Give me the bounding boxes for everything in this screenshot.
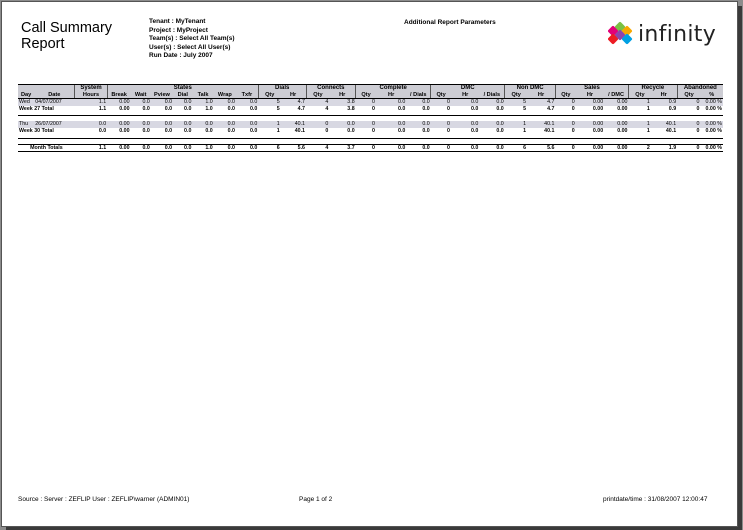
total-cell: 0.00 — [592, 105, 604, 112]
total-cell: 0.0 — [227, 105, 236, 112]
month-total-cell: 2 — [629, 144, 651, 152]
total-cell: 4.7 — [297, 105, 305, 112]
header-col-dials: / Dials — [406, 92, 430, 99]
header-col-hours: Hours — [75, 92, 107, 99]
month-total-cell: 1.9 — [651, 144, 677, 152]
month-total-cell: 6 — [505, 144, 527, 152]
header-col-wait: Wait — [131, 92, 151, 99]
header-col-dials: / Dials — [479, 92, 504, 99]
total-cell: 40.1 — [665, 127, 677, 134]
header-col-break: Break — [107, 92, 130, 99]
total-cell: 5 — [523, 105, 527, 112]
data-cell: 5 — [505, 99, 527, 106]
week-total-label: Week 27 Total — [19, 105, 54, 112]
data-cell: Wed — [18, 99, 34, 106]
month-totals-row — [18, 144, 723, 152]
param-users: User(s) : Select All User(s) — [149, 43, 231, 51]
total-cell: 1 — [646, 105, 650, 112]
month-total-cell: 6 — [258, 144, 280, 152]
data-cell: 0.0 — [406, 121, 430, 128]
data-cell: 0.0 — [131, 99, 151, 106]
total-cell: 1.1 — [98, 105, 107, 112]
footer-page-number: Page 1 of 2 — [299, 496, 333, 503]
data-cell: 40.1 — [527, 121, 555, 128]
total-cell: 0 — [447, 105, 450, 112]
total-cell: 0.9 — [668, 105, 677, 112]
data-cell: 1 — [629, 121, 651, 128]
total-cell: 0 — [571, 127, 575, 134]
total-cell: 0.0 — [471, 105, 479, 112]
month-total-cell: 0 — [677, 144, 700, 152]
header-col-qty: Qty — [431, 92, 451, 99]
data-cell: 0.0 — [451, 121, 479, 128]
total-cell: 0.00 — [119, 105, 130, 112]
report-title-line1: Call Summary — [21, 20, 113, 36]
data-cell: 3.8 — [329, 99, 355, 106]
data-cell: 1 — [629, 99, 651, 106]
data-cell: 40.1 — [651, 121, 677, 128]
data-cell: 04/07/2007 — [34, 99, 75, 106]
total-cell: 0.00 — [617, 127, 628, 134]
total-cell: 0.00 % — [705, 105, 722, 112]
total-cell: 0 — [571, 105, 575, 112]
data-cell: 0.0 — [406, 99, 430, 106]
total-cell: 0 — [696, 127, 700, 134]
total-cell: 0.0 — [422, 127, 430, 134]
header-col-qty: Qty — [629, 92, 651, 99]
header-group-row — [18, 85, 723, 92]
report-title-line2: Report — [21, 36, 65, 52]
total-cell: 0.0 — [496, 127, 504, 134]
header-col-qty: Qty — [306, 92, 329, 99]
week-total-row — [18, 128, 723, 135]
report-parameters — [149, 18, 235, 61]
header-group-recycle: Recycle — [629, 85, 678, 92]
data-cell: 0 — [306, 121, 329, 128]
data-cell: 1 — [505, 121, 527, 128]
data-cell: 0 — [555, 121, 575, 128]
month-total-cell: 0 — [431, 144, 451, 152]
data-cell: 0.0 — [479, 121, 504, 128]
month-total-cell: 0.0 — [131, 144, 151, 152]
cube-logo-icon — [608, 21, 638, 51]
header-col-hr: Hr — [576, 92, 604, 99]
total-cell: 1 — [646, 127, 650, 134]
data-cell: 0.0 — [173, 121, 192, 128]
header-col-date: Date — [34, 92, 75, 99]
header-group-abandoned: Abandoned — [677, 85, 723, 92]
data-cell: 1.1 — [75, 99, 107, 106]
data-cell: 4 — [306, 99, 329, 106]
total-cell: 0.0 — [164, 127, 173, 134]
total-cell: 0.0 — [142, 127, 150, 134]
header-col-qty: Qty — [356, 92, 376, 99]
month-total-cell: 0.0 — [406, 144, 430, 152]
data-cell: 1.0 — [192, 99, 213, 106]
month-total-cell: 4 — [306, 144, 329, 152]
param-run-date: Run Date : July 2007 — [149, 52, 213, 60]
total-cell: 0.0 — [422, 105, 430, 112]
month-total-cell: 0.0 — [173, 144, 192, 152]
total-cell: 0.0 — [164, 105, 173, 112]
total-cell: 0.0 — [184, 127, 192, 134]
total-cell: 1 — [276, 127, 280, 134]
header-group-states: States — [107, 85, 258, 92]
data-cell: 26/07/2007 — [34, 121, 75, 128]
month-total-cell: 0.0 — [479, 144, 504, 152]
total-cell: 0.00 — [119, 127, 130, 134]
header-col-dial: Dial — [173, 92, 192, 99]
total-cell: 0.0 — [249, 105, 258, 112]
param-teams: Team(s) : Select All Team(s) — [149, 35, 235, 43]
total-cell: 40.1 — [294, 127, 305, 134]
header-group-system: System — [75, 85, 107, 92]
report-page — [1, 1, 738, 527]
data-cell: 4.7 — [281, 99, 306, 106]
total-cell: 1.0 — [205, 105, 213, 112]
total-cell: 0.0 — [142, 105, 150, 112]
data-cell: 0.00 — [604, 121, 628, 128]
data-cell: 0.0 — [479, 99, 504, 106]
header-col-hr: Hr — [527, 92, 555, 99]
total-cell: 0.0 — [98, 127, 107, 134]
month-total-cell: 5.6 — [281, 144, 306, 152]
header-col-qty: Qty — [555, 92, 575, 99]
header-group-dmc: DMC — [431, 85, 505, 92]
total-cell: 4.7 — [547, 105, 555, 112]
header-col-hr: Hr — [376, 92, 406, 99]
data-cell: Thu — [18, 121, 34, 128]
total-cell: 0.0 — [471, 127, 479, 134]
total-cell: 0.0 — [496, 105, 504, 112]
total-cell: 0.00 % — [705, 127, 722, 134]
header-blank — [18, 85, 75, 92]
footer-source: Source : Server : ZEFLIP User : ZEFLIP\warner (ADMIN01) — [18, 496, 190, 503]
header-col-day: Day — [18, 92, 34, 99]
total-cell: 0.0 — [347, 127, 355, 134]
header-col-hr: Hr — [651, 92, 677, 99]
call-summary-table — [18, 84, 723, 152]
header-col-talk: Talk — [192, 92, 213, 99]
data-cell: 0.00 — [604, 99, 628, 106]
total-cell: 0 — [325, 127, 329, 134]
data-cell: 0.0 — [214, 99, 236, 106]
data-cell: 1 — [258, 121, 280, 128]
header-col-qty: Qty — [258, 92, 280, 99]
data-cell: 0.0 — [214, 121, 236, 128]
total-cell: 1 — [523, 127, 527, 134]
data-cell: 0 — [431, 121, 451, 128]
month-total-cell: 0.0 — [451, 144, 479, 152]
month-total-cell: 0.0 — [236, 144, 258, 152]
header-col-hr: Hr — [281, 92, 306, 99]
header-group-dials: Dials — [258, 85, 306, 92]
data-cell: 0.0 — [75, 121, 107, 128]
total-cell: 0.0 — [227, 127, 236, 134]
data-cell: 0.0 — [173, 99, 192, 106]
month-total-cell: 0 — [356, 144, 376, 152]
data-cell: 0.00 — [576, 121, 604, 128]
data-cell: 0 — [677, 121, 700, 128]
total-cell: 40.1 — [544, 127, 555, 134]
data-cell: 0.0 — [451, 99, 479, 106]
data-cell: 0.0 — [329, 121, 355, 128]
month-total-cell: 0.00 — [604, 144, 628, 152]
total-cell: 0.0 — [205, 127, 213, 134]
header-col-wrap: Wrap — [214, 92, 236, 99]
header-group-connects: Connects — [306, 85, 356, 92]
total-cell: 0.0 — [398, 105, 406, 112]
data-cell: 0.00 — [107, 99, 130, 106]
month-total-cell: 0.0 — [214, 144, 236, 152]
data-cell: 0 — [356, 99, 376, 106]
month-total-cell: 0.0 — [376, 144, 406, 152]
data-cell: 0.0 — [376, 121, 406, 128]
total-cell: 0.0 — [398, 127, 406, 134]
param-project: Project : MyProject — [149, 26, 208, 34]
header-col-txfr: Txfr — [236, 92, 258, 99]
data-cell: 0.0 — [192, 121, 213, 128]
total-cell: 4 — [325, 105, 329, 112]
data-cell: 0.0 — [151, 121, 173, 128]
data-cell: 0.0 — [151, 99, 173, 106]
total-cell: 0 — [696, 105, 700, 112]
header-col-pview: Pview — [151, 92, 173, 99]
total-cell: 0 — [447, 127, 450, 134]
total-cell: 0.00 — [617, 105, 628, 112]
header-group-complete: Complete — [356, 85, 431, 92]
data-cell: 0.0 — [236, 121, 258, 128]
param-tenant: Tenant : MyTenant — [149, 18, 206, 25]
month-total-cell: 5.6 — [527, 144, 555, 152]
month-total-cell: 0.00 — [576, 144, 604, 152]
header-col-%: % — [700, 92, 723, 99]
total-cell: 0.0 — [184, 105, 192, 112]
data-cell: 0.00 % — [700, 99, 723, 106]
additional-parameters-label: Additional Report Parameters — [404, 19, 496, 26]
data-cell: 0.0 — [131, 121, 151, 128]
total-cell: 5 — [276, 105, 280, 112]
header-col-hr: Hr — [451, 92, 479, 99]
data-cell: 0.0 — [376, 99, 406, 106]
data-row — [18, 99, 723, 106]
total-cell: 0.00 — [592, 127, 604, 134]
total-cell: 3.8 — [347, 105, 355, 112]
data-cell: 0 — [555, 99, 575, 106]
logo-text: infinity — [638, 22, 717, 47]
month-total-cell: 1.0 — [192, 144, 213, 152]
month-total-cell: 1.1 — [75, 144, 107, 152]
header-column-row — [18, 92, 723, 99]
data-cell: 0 — [356, 121, 376, 128]
data-cell: 0 — [431, 99, 451, 106]
header-col-dmc: / DMC — [604, 92, 628, 99]
header-group-non-dmc: Non DMC — [505, 85, 556, 92]
week-total-label: Week 30 Total — [19, 127, 54, 134]
month-total-cell: 3.7 — [329, 144, 355, 152]
month-totals-label: Month Totals — [18, 144, 75, 152]
header-col-qty: Qty — [677, 92, 700, 99]
data-cell: 0.0 — [236, 99, 258, 106]
data-cell: 0.00 — [576, 99, 604, 106]
data-row — [18, 121, 723, 128]
data-cell: 0.00 — [107, 121, 130, 128]
data-cell: 5 — [258, 99, 280, 106]
month-total-cell: 0.00 — [107, 144, 130, 152]
infinity-logo — [608, 21, 718, 53]
footer-printdate: printdate/time : 31/08/2007 12:00:47 — [603, 496, 708, 503]
report-title — [21, 20, 112, 52]
data-cell: 0.00 % — [700, 121, 723, 128]
total-cell: 0 — [372, 127, 375, 134]
data-cell: 0.9 — [651, 99, 677, 106]
month-total-cell: 0 — [555, 144, 575, 152]
header-col-hr: Hr — [329, 92, 355, 99]
month-total-cell: 0.00 % — [700, 144, 723, 152]
header-group-sales: Sales — [555, 85, 628, 92]
week-total-row — [18, 106, 723, 113]
month-total-cell: 0.0 — [151, 144, 173, 152]
total-cell: 0 — [372, 105, 375, 112]
header-col-qty: Qty — [505, 92, 527, 99]
total-cell: 0.0 — [249, 127, 258, 134]
data-cell: 40.1 — [281, 121, 306, 128]
data-cell: 0 — [677, 99, 700, 106]
data-cell: 4.7 — [527, 99, 555, 106]
